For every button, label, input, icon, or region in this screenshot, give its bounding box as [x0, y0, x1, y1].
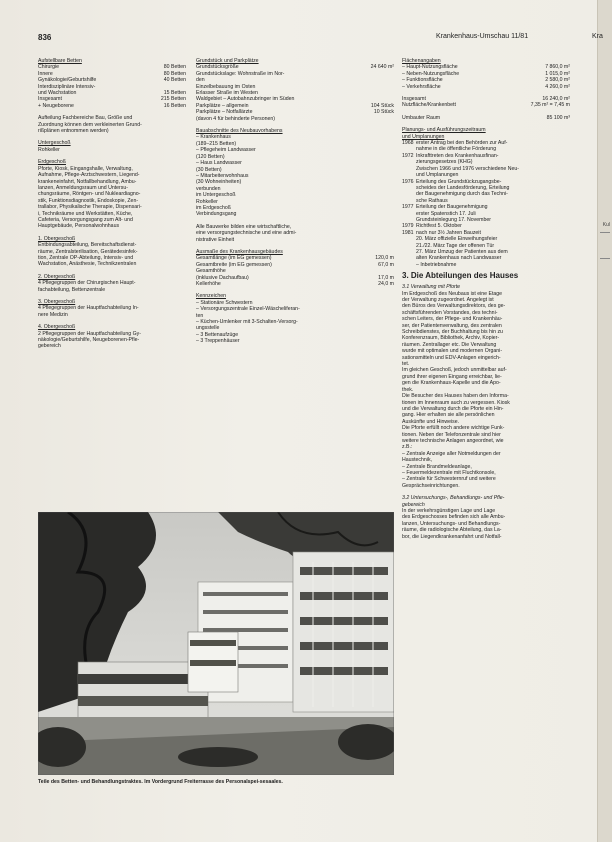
- floor-title: Untergeschoß: [38, 140, 71, 147]
- floor-line: nere Medizin: [38, 311, 68, 318]
- floor-line: chungsräume, Röntgen- und Nukleardiagno-: [38, 191, 141, 198]
- area-row-label: – Verkehrsfläche: [402, 83, 441, 90]
- history-heading: [402, 127, 570, 140]
- stage-line: verbunden: [196, 185, 221, 192]
- body-line: tionen im Innenraum auch zu vergessen. Kiosk: [402, 399, 510, 406]
- history-text: Erteilung der Baugenehmigung: [416, 204, 488, 211]
- body-line: Haustechnik,: [402, 457, 432, 464]
- floor-line: Aufnahme, Pflege-Arztschwestern, Liegend-: [38, 172, 140, 179]
- floor-line: stik, Funktionsdiagnostik, Endoskopie, Zen-: [38, 197, 139, 204]
- photo-caption: Teile des Betten- und Behandlungstraktes. Im Vordergrund Freiterrasse des Personalspei-sesaales.: [38, 779, 283, 785]
- body-line: bor, die Liegendkrankenanfahrt und Notfall-: [402, 533, 502, 540]
- edge-rule: [600, 232, 610, 233]
- size-row-label: Gesamtbreite (im EG gemessen): [196, 261, 272, 268]
- stages-list: [196, 134, 394, 217]
- body-line: Auskünfte und Hinweise.: [402, 418, 460, 425]
- site-row-label: Einzelbebauung im Osten: [196, 83, 256, 90]
- stage-line: im Erdgeschoß: [196, 204, 231, 211]
- body-line: Die Besucher des Hauses haben den Informa-: [402, 393, 509, 400]
- history-text: sche Rathaus: [416, 197, 448, 204]
- bed-row-label: und Wachstation: [38, 90, 77, 97]
- stage-line: – Pflegeheim Landwasser: [196, 147, 256, 154]
- body-line: – Zentrale für Schwesternruf und weitere: [402, 476, 496, 483]
- history-text: – Inbetriebnahme: [416, 261, 457, 268]
- body-line: gen die Krankenhaus-Kapelle und die Apo-: [402, 380, 501, 387]
- history-text: 27. März Umzug der Patienten aus dem: [416, 248, 508, 255]
- section-title: 3. Die Abteilungen des Hauses: [402, 271, 519, 281]
- floor-line: Cafeteria, Versorgungsgang zum Alt- und: [38, 216, 133, 223]
- body-line: z.B.:: [402, 444, 413, 451]
- floor-line: lanzen, Anmeldungsraum und Untersu-: [38, 184, 128, 191]
- supply-line: – Küchen-Umlenker mit 3-Schalten-Versorg-: [196, 319, 298, 326]
- floor-line: Wachstation, Anästhesie, Technikzentralen: [38, 261, 137, 268]
- floor-line: trallabor, Physikalische Therapie, Dispensari-: [38, 204, 142, 211]
- body-line: Die Pforte erfüllt noch andere wichtige Funk-: [402, 425, 505, 432]
- column-right: [402, 58, 570, 540]
- floor-line: fachabteilung, Bettenzentrale: [38, 286, 106, 293]
- floor-line: Hauptgebäude, Personalwohnhaus: [38, 223, 120, 230]
- bed-row-label: Gynäkologie/Geburtshilfe: [38, 77, 97, 84]
- body-line: – Feuermeldezentrale mit Fluchtkonsole,: [402, 469, 496, 476]
- site-heading: Grundstück und Parkplätze: [196, 58, 259, 64]
- note-line: Zuordnung können dem verkleinerten Grund-: [38, 121, 142, 128]
- supply-list: [196, 300, 394, 345]
- history-text: zierungsgesetzes (KHG): [416, 159, 473, 166]
- stage-line: (189–215 Betten): [196, 140, 237, 147]
- area-row-value: 1 015,0 m²: [545, 70, 570, 77]
- site-row-label: Parkplätze – allgemein: [196, 102, 249, 109]
- body-line: lanzen, Untersuchungs- und Behandlungs-: [402, 520, 501, 527]
- size-row-value: 67,0 m: [378, 261, 394, 268]
- stage-line: (120 Betten): [196, 153, 225, 160]
- running-head: Krankenhaus-Umschau 11/81: [436, 33, 529, 40]
- bed-row-value: 80 Betten: [163, 64, 186, 71]
- floor-line: räume, Zentralsterilisation, Gerätedesinfek-: [38, 248, 138, 255]
- body-line: Im Erdgeschoß des Neubaus ist eine Etage: [402, 290, 503, 297]
- history-text: der Baugenehmigung durch das Techni-: [416, 191, 508, 198]
- supply-line: – 3 Bettenaufzüge: [196, 331, 239, 338]
- subsection-title: 3.2 Untersuchungs-, Behandlungs- und Pfle-: [402, 495, 505, 502]
- size-row-label: (inklusive Dachaufbau): [196, 274, 249, 281]
- body-line: – Zentrale Anzeige aller Notmeldungen der: [402, 450, 501, 457]
- history-year: 1977: [402, 204, 414, 211]
- stage-line: im Untergeschoß: [196, 192, 236, 199]
- history-year: 1979: [402, 223, 414, 230]
- volume-label: Umbauter Raum: [402, 114, 441, 121]
- stage-line: (30 Betten): [196, 166, 222, 173]
- body-line: sationsmitteln und EDV-Anlagen eingerich-: [402, 354, 501, 361]
- floor-title: 1. Obergeschoß: [38, 235, 76, 242]
- supply-line: – 3 Treppenhäuser: [196, 338, 240, 345]
- note-line: Alle Bauwerke bilden eine wirtschaftliche,: [196, 223, 292, 230]
- area-row-value: 4 260,0 m²: [545, 83, 570, 90]
- body-line: der Verwaltung zugeordnet. Angelegt ist: [402, 297, 494, 303]
- supply-line: – Versorgungszentrale Einzel-Wäscheliferan-: [196, 306, 300, 313]
- site-row-label: Waldgebiet – Autobahnzubringer im Süden: [196, 96, 295, 103]
- body-line: Gesprächseinrichtungen.: [402, 482, 460, 489]
- history-text: Grundsteinlegung 17. November: [416, 216, 491, 223]
- stage-line: – Krankenhaus: [196, 134, 231, 141]
- site-row-label: Grundstückslage: Wohnstraße im Nor-: [196, 70, 285, 77]
- body-line: In der verkehrsgünstigen Lage und Lage: [402, 508, 496, 514]
- site-row-label: (davon 4 für behinderte Personen): [196, 115, 276, 122]
- body-line: weitere technische Anlagen angeordnet, wie: [402, 437, 504, 444]
- per-bed-value: 7,35 m² = 7,45 m: [530, 102, 570, 109]
- building-photo: [38, 512, 394, 775]
- volume-value: 85 100 m³: [546, 114, 570, 121]
- stage-line: Verbindungsgang: [196, 211, 237, 218]
- history-year: 1972: [402, 152, 414, 159]
- areas-heading: Flächenangaben: [402, 58, 441, 64]
- subsection-title: gebereich: [402, 501, 425, 508]
- note-line: Aufteilung Fachbereiche Bau, Größe und: [38, 115, 133, 122]
- floor-line: tion, Zentrale OP-Abteilung, Intensiv- und: [38, 254, 134, 261]
- note-line: eine versorgungstechnische und eine admi-: [196, 230, 297, 237]
- bed-row-value: 15 Betten: [163, 90, 186, 97]
- body-line: den Büros des Verwaltungsdirektors, des ge-: [402, 303, 506, 310]
- newborn-value: 16 Betten: [163, 102, 186, 109]
- body-line: grund ihrer eigenen Eingang erreichbar, lie-: [402, 373, 502, 380]
- floor-line: Pforte, Kiosk, Eingangshalle, Verwaltung,: [38, 165, 133, 172]
- body-line: tet.: [402, 361, 410, 368]
- floor-line: i, Technikräume und Werkstätten, Küche,: [38, 210, 133, 217]
- total-value: 215 Betten: [160, 96, 186, 103]
- bed-row-value: 40 Betten: [163, 77, 186, 84]
- history-list: [402, 140, 570, 268]
- body-line: und die Verwaltung durch die Pforte ein Hin-: [402, 405, 504, 412]
- building-photo-drawing: [38, 512, 394, 775]
- size-row-value: 17,0 m: [378, 274, 394, 281]
- site-row-label: den: [196, 77, 205, 84]
- floor-line: gebereich: [38, 343, 61, 350]
- area-row-label: – Haupt-Nutzungsfläche: [402, 64, 458, 71]
- edge-tab: Kra: [592, 33, 603, 40]
- history-text: Richtfest 5. Oktober: [416, 223, 462, 230]
- areas-total-value: 16 240,0 m²: [542, 96, 570, 103]
- body-line: des Erdgeschosses befinden sich alle Ambu-: [402, 514, 506, 521]
- floor-line: Rohkeller: [38, 146, 60, 153]
- size-row-value: 120,0 m: [375, 255, 394, 262]
- adjacent-page-edge: [597, 0, 612, 842]
- page-number: 836: [38, 33, 52, 42]
- subsection-title: 3.1 Verwaltung mit Pforte: [402, 284, 461, 291]
- total-label: Insgesamt: [38, 96, 62, 103]
- beds-heading: Aufstellbare Betten: [38, 58, 82, 64]
- bed-row-value: 80 Betten: [163, 70, 186, 77]
- subsection-body: [402, 508, 570, 540]
- supply-heading: Kennzeichen: [196, 293, 226, 300]
- history-text: alten Krankenhaus nach Landwasser: [416, 255, 502, 262]
- history-text: Erteilung des Grundstückzugangsbe-: [416, 178, 502, 185]
- floor-list: [38, 134, 186, 349]
- site-row-label: Parkplätze – Notfallärzte: [196, 109, 253, 116]
- body-line: Im gleichen Geschoß, jedoch unmittelbar auf-: [402, 367, 507, 374]
- beds-list: [38, 64, 186, 96]
- stage-line: – Haus Landwasser: [196, 160, 242, 167]
- history-heading-line: und Umplanungen: [402, 133, 445, 140]
- site-row-value: 104 Stück: [370, 102, 394, 109]
- site-row-label: Erlasser Straße im Westen: [196, 90, 258, 97]
- body-line: gang. Hier erhalten sie alle persönlichen: [402, 412, 495, 419]
- body-line: thek.: [402, 386, 414, 393]
- body-line: räumen. Zentrallager etc. Die Verwaltung: [402, 341, 497, 348]
- body-line: Konferenzraum, Bibliothek, Archiv, Kopier-: [402, 335, 500, 342]
- supply-line: – Stationäre Schwestern: [196, 299, 253, 306]
- floor-line: 4 Pflegegruppen der Hauptfachabteilung In-: [38, 305, 139, 312]
- stages-heading: Bauabschnitte des Neubauvorhabens: [196, 128, 283, 135]
- floor-line: Entbindungsabteilung, Bereitschaftsdienst-: [38, 242, 137, 249]
- body-line: ser, der Patientenverwaltung, des zentralen: [402, 322, 502, 329]
- site-row-value: 10 Stück: [373, 109, 394, 116]
- history-text: 20. März offizielle Einweihungsfeier: [416, 236, 498, 243]
- bed-row-label: Chirurgie: [38, 64, 60, 71]
- history-text: Zwischen 1966 und 1976 verschiedene Neu-: [416, 165, 519, 172]
- history-text: nahme in die öffentliche Förderung: [416, 146, 497, 153]
- column-middle: [196, 58, 394, 345]
- supply-line: ungsstelle: [196, 325, 220, 332]
- area-row-value: 2 580,0 m²: [545, 77, 570, 84]
- site-list: [196, 64, 394, 122]
- stage-line: Rohkeller: [196, 198, 218, 205]
- floor-title: 2. Obergeschoß: [38, 273, 76, 280]
- history-text: erster Spatenstich 17. Juli: [416, 210, 476, 217]
- floor-line: 2 Pflegegruppen der Hauptfachabteilung Gy-: [38, 330, 141, 337]
- edge-label: Kul: [602, 222, 610, 228]
- newborn-label: + Neugeborene: [38, 102, 74, 109]
- body-line: schäftsführenden Vorstandes, des techni-: [402, 309, 498, 316]
- size-row-value: 24,0 m: [378, 281, 394, 287]
- edge-rule: [600, 258, 610, 259]
- column-left: [38, 58, 186, 350]
- body-line: – Zentrale Brandmeldeanlage,: [402, 463, 472, 470]
- note-line: rißplänen entnommen werden): [38, 128, 109, 135]
- area-row-value: 7 860,0 m²: [545, 64, 570, 71]
- area-row-label: – Funktionsfläche: [402, 77, 443, 84]
- history-year: 1981: [402, 229, 414, 236]
- history-year: 1968: [402, 140, 414, 147]
- body-line: wurde mit optimalen und modernen Organi-: [402, 348, 503, 355]
- body-line: räume, die radiologische Abteilung, das La-: [402, 527, 502, 534]
- building-size-list: [196, 255, 394, 287]
- stage-line: – Mitarbeiterwohnhaus: [196, 172, 249, 179]
- floor-plan-note: [38, 115, 186, 134]
- history-row: [402, 262, 570, 268]
- size-row-label: Kellerhöhe: [196, 281, 221, 287]
- note-line: nistrative Einheit: [196, 236, 235, 243]
- building-size-heading: Ausmaße des Krankenhausgebäudes: [196, 248, 283, 255]
- body-line: schen Leiters, der Pflege- und Krankenhäu-: [402, 316, 503, 323]
- floor-title: 4. Obergeschoß: [38, 324, 76, 331]
- history-text: Inkrafttreten des Krankenhausfinan-: [416, 152, 499, 159]
- bed-row-label: Innere: [38, 70, 53, 77]
- size-row-label: Gesamthöhe: [196, 268, 226, 275]
- body-line: Schreibdienstes, der Buchhaltung bis hin zu: [402, 329, 503, 336]
- history-text: erster Antrag bei den Behörden zur Auf-: [416, 140, 508, 147]
- subsection-body: [402, 291, 570, 490]
- history-heading-line: Planungs- und Ausführungszeitraum: [402, 127, 486, 134]
- floor-title: Erdgeschoß: [38, 159, 66, 166]
- floor-title: 3. Obergeschoß: [38, 299, 76, 305]
- areas-total-label: Insgesamt: [402, 96, 426, 103]
- history-text: und Umplanungen: [416, 172, 459, 179]
- history-year: [402, 262, 416, 268]
- history-year: 1976: [402, 178, 414, 185]
- areas-list: [402, 64, 570, 90]
- floor-line: krankeneinfahrt, Notfallbehandlung, Ambu-: [38, 178, 137, 185]
- site-row-label: Grundstücksgröße: [196, 64, 239, 71]
- stage-line: (30 Wohneinheiten): [196, 179, 242, 186]
- floor-line: 4 Pflegegruppen der Chirurgischen Haupt-: [38, 280, 136, 287]
- history-text: 21./22. März Tage der offenen Tür: [416, 242, 495, 249]
- size-row-label: Gesamtlänge (im EG gemessen): [196, 255, 272, 262]
- bed-row-label: Interdisziplinäre Intensiv-: [38, 83, 96, 90]
- stages-note: [196, 224, 394, 243]
- history-text: scheides der Landesförderung, Erteilung: [416, 184, 510, 191]
- supply-line: ten: [196, 312, 204, 319]
- per-bed-label: Nutzfläche/Krankenbett: [402, 102, 456, 109]
- site-row-value: 24 640 m²: [370, 64, 394, 71]
- floor-line: näkologie/Geburtshilfe, Neugeborenen-Pfle-: [38, 337, 140, 344]
- body-line: tionen. Neben der Telefonzentrale sind hier: [402, 431, 501, 438]
- history-text: nach nur 3½ Jahren Bauzeit: [416, 229, 481, 236]
- area-row-label: – Neben-Nutzungsfläche: [402, 70, 460, 77]
